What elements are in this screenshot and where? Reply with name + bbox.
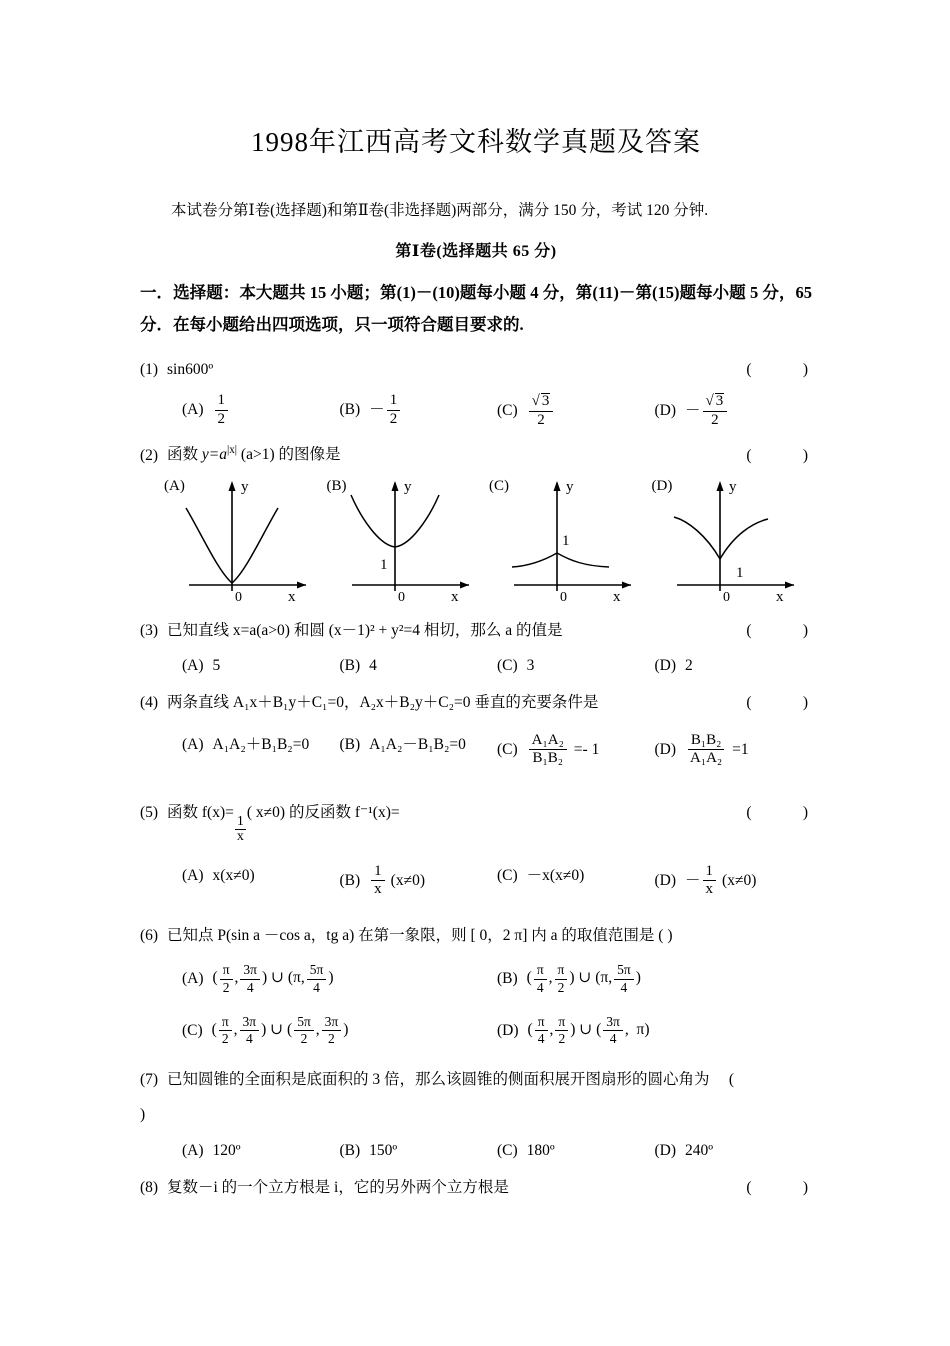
option-7-c-value: 180º [526,1141,555,1159]
option-1-b-label: (B) [339,401,361,419]
interval-fraction: $\frac{\pi}{2}$ [220,963,233,994]
fraction-denominator: 2 [217,410,226,427]
graph-option-c-label: (C) [489,477,509,494]
graph-option-c[interactable] [487,473,650,605]
option-7-d-label: (D) [654,1141,677,1159]
minus-sign: － [685,872,701,890]
question-6-stem [140,924,673,947]
option-4-d[interactable] [655,733,813,768]
question-2-function: y=a [201,446,227,464]
svg-text:x: x [450,588,458,605]
graph-option-b-label: (B) [326,477,347,494]
option-7-b[interactable] [340,1139,498,1162]
option-4-d-fraction [687,733,725,768]
fraction-denominator: 2 [711,411,719,428]
question-7-body: 已知圆锥的全面积是底面积的 3 倍，那么该圆锥的侧面积展开图扇形的圆心角为 ( [167,1071,735,1089]
option-5-b-fraction [371,864,385,899]
graph-c-mark: 1 [562,532,570,549]
interval-fraction: $\frac{3\pi}{2}$ [322,1015,342,1046]
option-3-a-label: (A) [182,657,204,674]
question-2-answer-bracket[interactable]: ( ) [746,446,812,464]
option-1-c-value [529,393,554,429]
option-7-b-label: (B) [339,1141,361,1159]
question-6-number: (6) [140,927,159,945]
question-1-options [140,393,812,429]
svg-text:0: 0 [560,589,567,605]
option-5-a-label: (A) [182,866,204,884]
graph-option-b[interactable] [325,473,488,605]
question-3 [140,619,812,678]
graph-d-plot [672,473,804,605]
interval-plain: π [636,1021,645,1039]
question-7 [140,1068,812,1162]
option-4-b-value: A₁A₂－B₁B₂=0 [369,735,466,753]
question-2-stem [140,442,340,466]
multiple-choice-instruction: 一．选择题：本大题共 15 小题；第(1)－(10)题每小题 4 分，第(11)－第(15)题每小题 5 分，65 分．在每小题给出四项选项，只一项符合题目要求的. [140,282,812,334]
question-4-options [140,733,812,768]
question-7-number: (7) [140,1071,159,1089]
graph-c-plot [509,473,641,605]
question-5-number: (5) [140,804,159,821]
question-1-stem [140,358,213,381]
graph-b-plot [347,473,479,605]
option-6-c-label: (C) [182,1021,203,1039]
question-4-stem [140,691,598,714]
option-7-c[interactable] [497,1139,655,1162]
svg-text:x: x [613,588,621,605]
option-3-a-value: 5 [212,657,221,674]
question-3-options [140,654,812,677]
option-5-c[interactable] [497,864,655,887]
graph-option-a-label: (A) [164,477,185,494]
interval-fraction: $\frac{\pi}{2}$ [555,963,568,994]
option-4-b-label: (B) [339,735,361,753]
fraction-denominator: A₁A₂ [690,750,723,767]
option-6-c-value: ( $\frac{\pi}{2}$ , $\frac{3\pi}{4}$ ) ∪ ( $\frac{5\pi}{2}$ , $\frac{3\pi}{2}$ ) [211,1013,349,1046]
svg-text:0: 0 [397,589,405,605]
option-5-a[interactable] [182,864,340,887]
sqrt-icon: √ 3 [705,392,724,409]
fraction-numerator: 1 [371,864,385,882]
interval-fraction: $\frac{3\pi}{4}$ [240,963,260,994]
question-7-bracket-continuation[interactable]: ) [140,1106,146,1124]
option-5-b[interactable] [340,864,498,899]
question-2-exponent: |x| [226,444,238,457]
question-7-stem [140,1068,812,1091]
question-8-body: 复数－i 的一个立方根是 i，它的另外两个立方根是 [167,1178,509,1196]
graph-option-d[interactable] [650,473,813,605]
question-1-answer-bracket[interactable]: ( ) [746,360,812,378]
question-8 [140,1176,812,1199]
option-6-a[interactable] [182,963,497,994]
option-4-d-equals: =1 [732,741,749,759]
option-5-c-label: (C) [497,866,518,884]
document-content [140,0,812,1199]
option-4-a[interactable] [182,733,340,756]
option-7-d-value: 240º [685,1141,714,1159]
option-3-d-label: (D) [654,657,677,674]
question-6 [140,924,812,1046]
question-1 [140,358,812,429]
interval-plain: π [600,969,609,987]
fraction-numerator [529,393,554,412]
svg-text:y: y [728,478,736,495]
option-3-b-label: (B) [339,657,361,674]
question-3-answer-bracket[interactable]: ( ) [746,621,812,639]
sqrt-icon: √ 3 [531,392,550,409]
interval-fraction: $\frac{5\pi}{2}$ [294,1015,314,1046]
interval-fraction: $\frac{\pi}{2}$ [219,1015,232,1046]
question-5-options [140,864,812,899]
option-5-b-suffix: (x≠0) [390,872,426,890]
fraction-denominator: 2 [537,411,545,428]
option-1-c[interactable] [497,393,655,429]
minus-sign: － [685,401,701,419]
question-6-options-row1 [140,963,812,994]
option-7-a-label: (A) [182,1141,204,1159]
graph-a-plot [184,473,316,605]
interval-fraction: $\frac{3\pi}{4}$ [240,1015,260,1046]
option-3-d-value: 2 [685,657,693,674]
option-6-d-value: ( $\frac{\pi}{4}$ , $\frac{\pi}{2}$ ) ∪ ( $\frac{3\pi}{4}$ , π) [527,1013,650,1046]
minus-sign: － [369,401,385,419]
option-3-c[interactable] [497,654,655,677]
option-4-c-equals: =- 1 [573,741,600,759]
question-6-options-row2 [140,1015,812,1046]
fraction-numerator: B₁B₂ [688,733,724,751]
question-2-number: (2) [140,446,159,464]
option-4-c-fraction [529,733,567,768]
graph-d-mark: 1 [735,564,743,581]
option-1-d-label: (D) [654,401,677,419]
option-6-a-value: ( $\frac{\pi}{2}$ , $\frac{3\pi}{4}$ ) ∪ (π, $\frac{5\pi}{4}$ ) [212,962,334,995]
graph-b-mark: 1 [379,556,387,573]
option-1-c-label: (C) [497,401,518,419]
option-6-d[interactable] [497,1015,812,1046]
interval-fraction: $\frac{5\pi}{4}$ [614,963,634,994]
graph-option-d-label: (D) [651,477,673,494]
option-4-d-label: (D) [654,741,677,759]
svg-text:y: y [566,478,574,495]
question-1-body: sin600º [167,360,214,378]
fraction-numerator: 1 [703,864,717,882]
question-7-options [140,1139,812,1162]
fraction-denominator: B₁B₂ [532,750,563,767]
option-5-d-label: (D) [654,872,677,890]
fraction-numerator [703,393,728,412]
question-5-prefix: 函数 f(x)= [167,804,234,821]
fraction-denominator: 2 [389,410,398,427]
question-2-prefix: 函数 [167,446,202,464]
option-5-b-label: (B) [339,872,361,890]
interval-plain: π [293,969,301,987]
svg-text:0: 0 [235,589,242,605]
exam-intro-text: 本试卷分第Ⅰ卷(选择题)和第Ⅱ卷(非选择题)两部分，满分 150 分，考试 120 分钟. [171,202,709,219]
question-5-stem [140,801,400,844]
option-4-a-label: (A) [182,735,204,753]
option-4-b[interactable] [340,733,498,756]
option-1-d-value [703,393,728,429]
question-3-body: 已知直线 x=a(a>0) 和圆 (x－1)² + y²=4 相切，那么 a 的值是 [167,621,563,639]
option-3-b-value: 4 [369,657,377,674]
question-1-number: (1) [140,360,159,378]
fraction-numerator: A₁A₂ [529,733,567,751]
svg-text:0: 0 [722,589,730,605]
option-6-d-label: (D) [497,1021,519,1039]
option-4-a-value: A₁A₂＋B₁B₂=0 [212,735,310,753]
interval-fraction: $\frac{3\pi}{4}$ [603,1015,623,1046]
option-6-a-label: (A) [182,970,204,988]
option-7-a[interactable] [182,1139,340,1162]
interval-fraction: $\frac{5\pi}{4}$ [307,963,327,994]
svg-text:y: y [403,478,411,495]
fraction-denominator: x [705,881,714,898]
fraction-numerator: 1 [215,393,229,411]
fraction-denominator: x [374,881,382,898]
fraction-denominator: x [236,828,244,844]
fraction-numerator: 1 [236,813,244,829]
option-5-c-value: －x(x≠0) [526,866,585,884]
fraction-numerator: 1 [387,393,401,411]
question-5-inline-fraction [235,815,246,844]
question-2-graphs [140,473,812,605]
interval-fraction: $\frac{\pi}{2}$ [555,1015,568,1046]
question-8-answer-bracket[interactable]: ( ) [746,1178,812,1196]
option-5-a-value: x(x≠0) [212,866,255,884]
question-2-suffix: (a>1) 的图像是 [237,446,341,464]
option-5-d-suffix: (x≠0) [722,872,757,890]
option-7-c-label: (C) [497,1141,518,1159]
option-7-b-value: 150º [369,1141,398,1159]
question-4-number: (4) [140,694,159,712]
svg-text:x: x [288,588,296,605]
question-3-number: (3) [140,621,159,639]
question-3-stem [140,619,563,642]
option-1-d[interactable] [655,393,813,429]
question-2 [140,442,812,604]
question-5 [140,801,812,898]
option-6-b-value: ( $\frac{\pi}{4}$ , $\frac{\pi}{2}$ ) ∪ (π, $\frac{5\pi}{4}$ ) [526,962,641,995]
option-7-a-value: 120º [212,1141,241,1159]
option-3-c-value: 3 [526,657,535,674]
option-7-d[interactable] [655,1139,813,1162]
question-8-stem [140,1176,509,1199]
question-4-answer-bracket[interactable]: ( ) [746,694,812,712]
option-5-d[interactable] [655,864,813,899]
section-header-part-one: 第Ⅰ卷(选择题共 65 分) [395,242,557,260]
option-3-b[interactable] [340,654,498,677]
question-5-answer-bracket[interactable]: ( ) [746,804,812,821]
option-1-a[interactable] [182,393,340,428]
option-1-a-value [215,393,229,428]
option-3-d[interactable] [655,654,813,677]
question-8-number: (8) [140,1178,159,1196]
svg-text:y: y [241,478,249,495]
option-1-b[interactable] [340,393,498,428]
interval-fraction: $\frac{\pi}{4}$ [535,1015,548,1046]
option-6-c[interactable] [182,1015,497,1046]
option-5-d-fraction [703,864,717,899]
svg-text:x: x [775,588,783,605]
graph-option-a[interactable] [162,473,325,605]
option-1-b-value [387,393,401,428]
question-4-body: 两条直线 A₁x＋B₁y＋C₁=0，A₂x＋B₂y＋C₂=0 垂直的充要条件是 [167,694,599,712]
option-6-b[interactable] [497,963,812,994]
question-5-suffix: ( x≠0) 的反函数 f⁻¹(x)= [246,804,400,821]
interval-fraction: $\frac{\pi}{4}$ [534,963,547,994]
option-3-a[interactable] [182,654,340,677]
option-3-c-label: (C) [497,657,518,674]
option-6-b-label: (B) [497,970,518,988]
option-1-a-label: (A) [182,401,204,419]
option-4-c[interactable] [497,733,655,768]
question-4 [140,691,812,767]
question-6-body: 已知点 P(sin a －cos a，tg a) 在第一象限，则 [ 0，2 π] 内 a 的取值范围是 ( ) [167,927,673,945]
page-title: 1998年江西高考文科数学真题及答案 [251,127,701,157]
option-4-c-label: (C) [497,741,518,759]
